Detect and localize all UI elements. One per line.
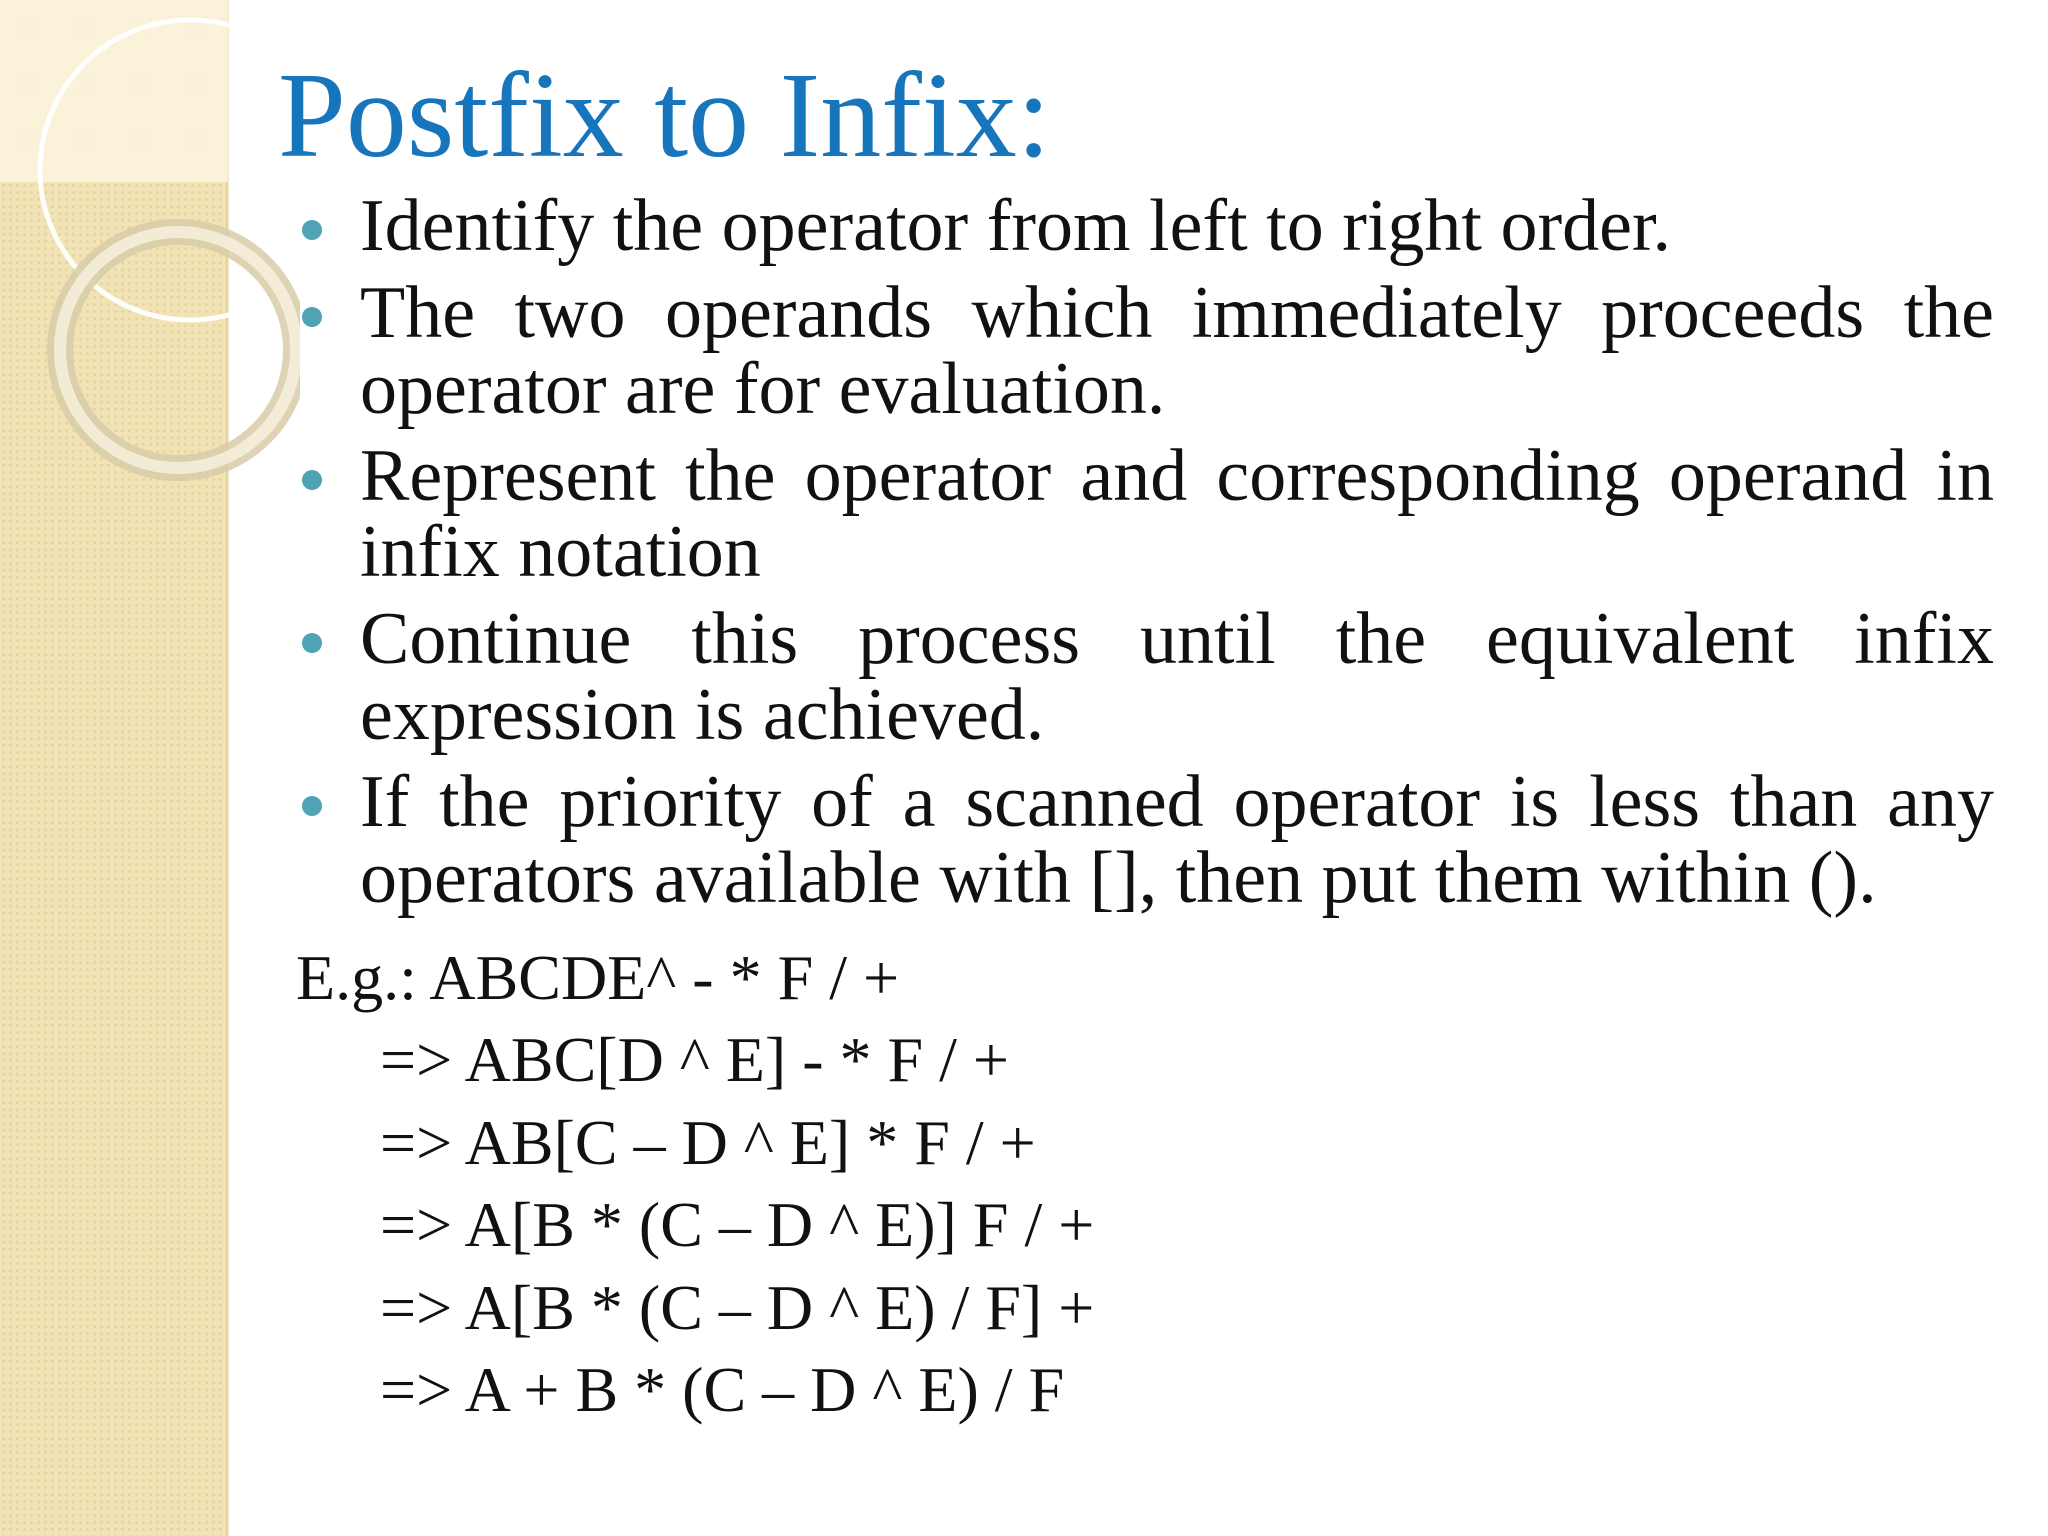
bullet-text: If the priority of a scanned operator is less than any operators available with [], then put them within (). (360, 761, 1994, 919)
bullet-item (296, 761, 1994, 919)
bullet-text: Identify the operator from left to right order. (360, 185, 1672, 267)
conversion-step: => A + B * (C – D ^ E) / F (380, 1354, 1065, 1425)
bullet-item (296, 598, 1994, 756)
small-ring-highlight (60, 232, 296, 468)
bullet-text: The two operands which immediately proceeds the operator are for evaluation. (360, 272, 1994, 430)
bullet-list (296, 185, 1994, 927)
decorative-panel (0, 0, 228, 182)
bullet-item (296, 272, 1994, 430)
slide-title: Postfix to Infix: (278, 48, 1051, 183)
circle-bullet-icon (302, 220, 322, 240)
circle-bullet-icon (302, 633, 322, 653)
circle-bullet-icon (302, 307, 322, 327)
conversion-step: => A[B * (C – D ^ E) / F] + (380, 1272, 1095, 1343)
circle-bullet-icon (302, 796, 322, 816)
conversion-step: => AB[C – D ^ E] * F / + (380, 1107, 1036, 1178)
example-label: E.g.: ABCDE^ - * F / + (296, 942, 900, 1013)
bullet-item (296, 435, 1994, 593)
circle-bullet-icon (302, 470, 322, 490)
bullet-item (296, 185, 1994, 267)
conversion-step: => ABC[D ^ E] - * F / + (380, 1024, 1009, 1095)
bullet-text: Represent the operator and corresponding operand in infix notation (360, 435, 1994, 593)
conversion-step: => A[B * (C – D ^ E)] F / + (380, 1189, 1095, 1260)
decorative-rings (0, 0, 300, 520)
bullet-text: Continue this process until the equivalent infix expression is achieved. (360, 598, 1994, 756)
